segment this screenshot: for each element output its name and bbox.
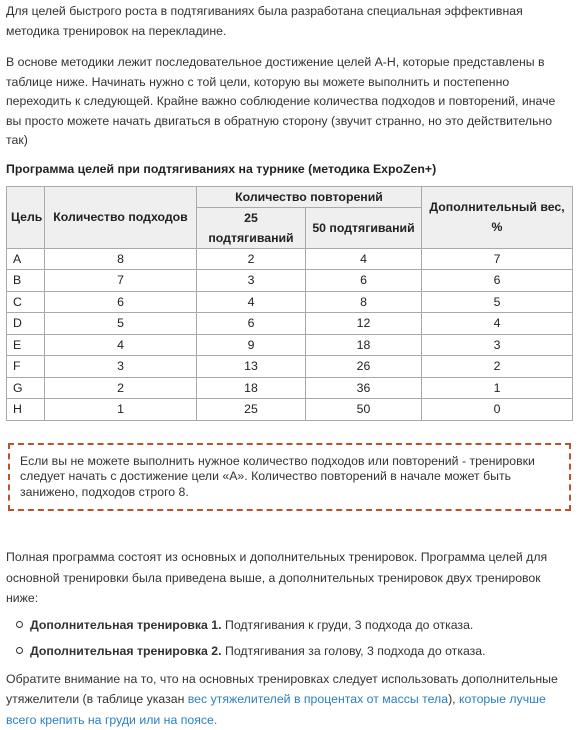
cell-reps-25: 13 <box>197 356 306 378</box>
cell-reps-50: 6 <box>306 270 422 292</box>
cell-goal: F <box>7 356 45 378</box>
cell-goal: D <box>7 313 45 335</box>
circle-bullet-icon <box>16 647 23 654</box>
table-title: Программа целей при подтягиваниях на турнике (методика ExpoZen+) <box>6 161 573 177</box>
cell-weight: 7 <box>422 248 573 270</box>
cell-sets: 6 <box>45 291 197 313</box>
cell-sets: 7 <box>45 270 197 292</box>
cell-goal: G <box>7 377 45 399</box>
weight-percent-link[interactable]: вес утяжелителей в процентах от массы тела <box>188 692 448 706</box>
cell-weight: 1 <box>422 377 573 399</box>
cell-reps-50: 36 <box>306 377 422 399</box>
cell-sets: 4 <box>45 334 197 356</box>
table-row <box>7 291 573 313</box>
cell-sets: 3 <box>45 356 197 378</box>
table-row <box>7 248 573 270</box>
cell-goal: B <box>7 270 45 292</box>
header-reps-25: 25 подтягиваний <box>197 207 306 248</box>
cell-weight: 2 <box>422 356 573 378</box>
list-item-text: Подтягивания к груди, 3 подхода до отказа. <box>222 618 474 632</box>
outro-text: Обратите внимание на то, что на основных тренировках следует использовать дополнительные утяжелители (в таблице указан <box>6 672 558 707</box>
cell-weight: 3 <box>422 334 573 356</box>
cell-reps-25: 18 <box>197 377 306 399</box>
list-item <box>30 643 573 659</box>
list-item-title: Дополнительная тренировка 2. <box>30 644 222 658</box>
cell-weight: 0 <box>422 399 573 421</box>
cell-reps-50: 12 <box>306 313 422 335</box>
list-item <box>30 617 573 633</box>
cell-goal: C <box>7 291 45 313</box>
header-sets: Количество подходов <box>45 186 197 248</box>
attach-location-link[interactable]: которые лучше всего крепить на груди или на поясе. <box>6 692 546 727</box>
cell-reps-50: 18 <box>306 334 422 356</box>
table-row <box>7 334 573 356</box>
cell-reps-50: 4 <box>306 248 422 270</box>
table-row <box>7 377 573 399</box>
cell-reps-25: 25 <box>197 399 306 421</box>
list-item-text: Подтягивания за голову, 3 подхода до отказа. <box>222 644 486 658</box>
cell-reps-25: 6 <box>197 313 306 335</box>
program-paragraph: Полная программа состоят из основных и дополнительных тренировок. Программа целей для основной тренировки была приведена выше, а дополнительных тренировок двух тренировок ниже: <box>6 547 573 609</box>
notice-box: Если вы не можете выполнить нужное количество подходов или повторений - тренировки следует начать с достижение цели «А». Количество повторений в начале может быть занижено, подходов строго 8. <box>8 443 571 512</box>
header-reps: Количество повторений <box>197 186 422 207</box>
table-row <box>7 399 573 421</box>
cell-goal: E <box>7 334 45 356</box>
cell-goal: A <box>7 248 45 270</box>
outro-mid: ), <box>448 692 459 706</box>
circle-bullet-icon <box>16 621 23 628</box>
cell-reps-25: 3 <box>197 270 306 292</box>
extra-workouts-list <box>6 617 573 659</box>
outro-paragraph <box>6 669 573 730</box>
cell-sets: 1 <box>45 399 197 421</box>
table-row <box>7 270 573 292</box>
cell-goal: H <box>7 399 45 421</box>
cell-sets: 5 <box>45 313 197 335</box>
cell-weight: 4 <box>422 313 573 335</box>
cell-sets: 2 <box>45 377 197 399</box>
header-goal: Цель <box>7 186 45 248</box>
cell-reps-50: 8 <box>306 291 422 313</box>
goals-table <box>6 186 573 421</box>
table-body <box>7 248 573 420</box>
table-row <box>7 313 573 335</box>
header-weight: Дополнительный вес, % <box>422 186 573 248</box>
cell-reps-25: 4 <box>197 291 306 313</box>
cell-sets: 8 <box>45 248 197 270</box>
cell-reps-25: 2 <box>197 248 306 270</box>
list-item-title: Дополнительная тренировка 1. <box>30 618 222 632</box>
table-row <box>7 356 573 378</box>
cell-reps-50: 50 <box>306 399 422 421</box>
intro-paragraph-1: Для целей быстрого роста в подтягиваниях была разработана специальная эффективная методика тренировок на перекладине. <box>6 2 573 41</box>
cell-reps-25: 9 <box>197 334 306 356</box>
cell-reps-50: 26 <box>306 356 422 378</box>
cell-weight: 6 <box>422 270 573 292</box>
intro-paragraph-2: В основе методики лежит последовательное достижение целей А-Н, которые представлены в таблице ниже. Начинать нужно с той цели, которую вы можете выполнить и постепенно переходить к следующей. Крайне важно соблюдение количества подходов и повторений, иначе вы просто можете начать двигаться в обратную сторону (звучит странно, но это действительно так) <box>6 53 573 151</box>
header-reps-50: 50 подтягиваний <box>306 207 422 248</box>
cell-weight: 5 <box>422 291 573 313</box>
